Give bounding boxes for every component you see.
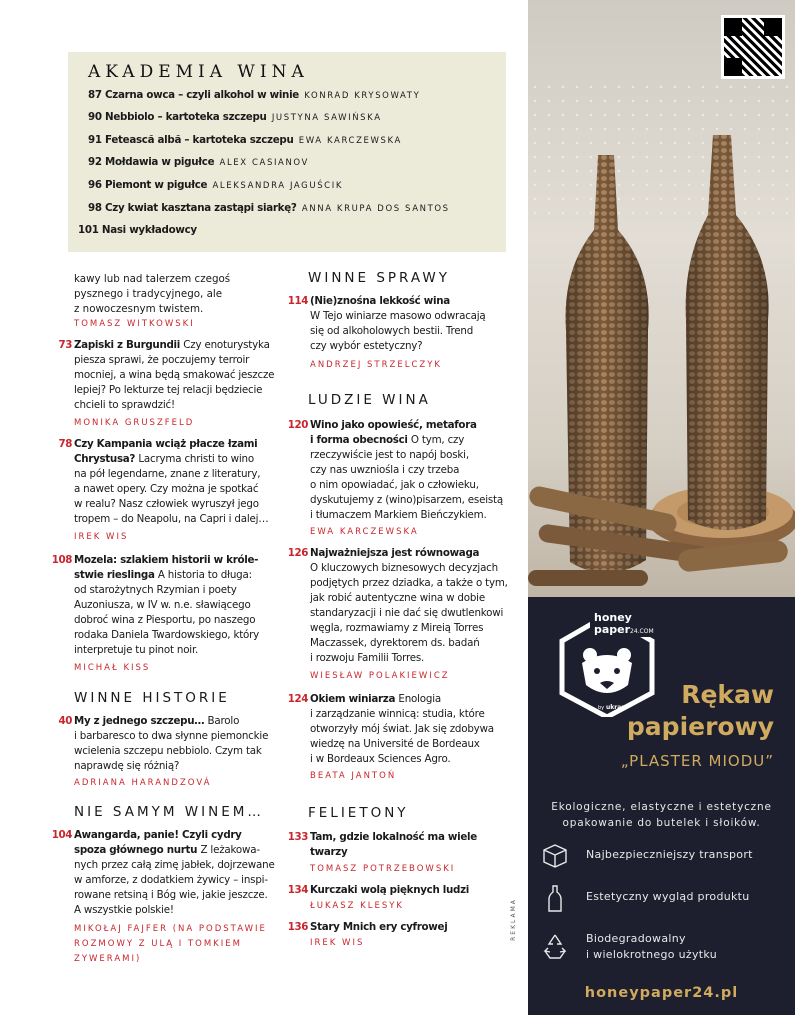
text-line: kawy lub nad talerzem czegoś bbox=[74, 273, 231, 285]
page-number: 92 bbox=[88, 156, 102, 168]
section-heading: NIE SAMYM WINEM… bbox=[74, 804, 264, 820]
text-line: ZYWERAMI) bbox=[74, 954, 142, 964]
article-title: Piemont w pigułce bbox=[105, 179, 208, 191]
text-line: Estetyczny wygląd produktu bbox=[586, 890, 750, 903]
text-line: od starożytnych Rzymian i poety bbox=[74, 584, 237, 596]
text-line: i rozwoju Familii Torres. bbox=[310, 652, 425, 664]
headline-papierowy: papierowy bbox=[626, 712, 774, 741]
feature-aesthetic bbox=[586, 889, 750, 905]
text-line: jak robić autentyczne wina w dobie bbox=[310, 592, 485, 604]
text-line: MIKOŁAJ FAJFER (NA PODSTAWIE bbox=[74, 924, 267, 934]
article-author: MICHAŁ KISS bbox=[74, 663, 151, 673]
text-line: A wszystkie polskie! bbox=[74, 904, 174, 916]
ad-description bbox=[528, 799, 795, 831]
page-number: 91 bbox=[88, 134, 102, 146]
article-title: Najważniejsza jest równowaga bbox=[310, 547, 480, 559]
article-author: TOMASZ POTRZEBOWSKI bbox=[310, 864, 456, 874]
page-number: 134 bbox=[287, 884, 308, 896]
toc-item[interactable] bbox=[88, 156, 309, 168]
article-author: ŁUKASZ KLESYK bbox=[310, 901, 404, 911]
article-author: KONRAD KRYSOWATY bbox=[304, 91, 421, 101]
page-number: 136 bbox=[287, 921, 308, 933]
shipping-box-icon bbox=[540, 840, 570, 870]
text-line: podjętych przez dziadka, a także o tym, bbox=[310, 577, 508, 589]
article-author: ALEX CASIANOV bbox=[219, 158, 309, 168]
article-title: Czy kwiat kasztana zastąpi siarkę? bbox=[105, 202, 297, 214]
article-title: Fetească albă – kartoteka szczepu bbox=[105, 134, 294, 146]
article-title: Okiem winiarza bbox=[310, 693, 396, 705]
text-line: się od alkoholowych bestii. Trend bbox=[310, 325, 474, 337]
article-title: Czy Kampania wciąż płacze łzami bbox=[74, 438, 258, 450]
page-number: 78 bbox=[58, 438, 72, 450]
article-title: Tam, gdzie lokalność ma wiele bbox=[310, 831, 477, 843]
page-number: 108 bbox=[51, 554, 72, 566]
ad-website-link[interactable]: honeypaper24.pl bbox=[584, 985, 739, 1001]
text-line: Lacryma christi to wino bbox=[138, 453, 254, 465]
text-line: na pół legendarne, znane z literatury, bbox=[74, 468, 261, 480]
toc-item[interactable] bbox=[88, 89, 420, 101]
article-title: Stary Mnich ery cyfrowej bbox=[310, 921, 448, 933]
text-line: dyskutujemy z (wino)pisarzem, eseistą bbox=[310, 494, 503, 506]
text-line: czy wybór estetyczny? bbox=[310, 340, 423, 352]
text-line: i wielokrotnego użytku bbox=[586, 948, 717, 961]
product-photo bbox=[528, 0, 795, 597]
section-heading: WINNE HISTORIE bbox=[74, 690, 230, 706]
page-number: 114 bbox=[287, 295, 308, 307]
toc-item[interactable] bbox=[88, 134, 402, 146]
article-title: Chrystusa? bbox=[74, 453, 136, 465]
text-line: piesza sprawi, że poczujemy terroir bbox=[74, 354, 250, 366]
text-line: ROZMOWY Z ULĄ I TOMKIEM bbox=[74, 939, 242, 949]
akademia-wina-box bbox=[68, 52, 506, 252]
text-line: interpretuje tu pinot noir. bbox=[74, 644, 199, 656]
toc-item[interactable] bbox=[88, 111, 382, 123]
article-author: MONIKA GRUSZFELD bbox=[74, 418, 195, 428]
article-title: Awangarda, panie! Czyli cydry bbox=[74, 829, 242, 841]
page-number: 40 bbox=[58, 715, 72, 727]
text-line: Czy enoturystyka bbox=[183, 339, 270, 351]
article-title: Nasi wykładowcy bbox=[101, 224, 197, 236]
article-author: EWA KARCZEWSKA bbox=[298, 136, 402, 146]
section-heading: LUDZIE WINA bbox=[308, 392, 431, 408]
text-line: W Tejo winiarze masowo odwracają bbox=[310, 310, 486, 322]
page-number: 96 bbox=[88, 179, 102, 191]
text-line: dobroć wina z Piesportu, po naszego bbox=[74, 614, 256, 626]
headline-rekaw: Rękaw bbox=[681, 680, 774, 709]
article-author: ADRIANA HARANDZOVÁ bbox=[74, 778, 212, 788]
text-line: Najbezpieczniejszy transport bbox=[586, 848, 753, 861]
page-number: 98 bbox=[88, 202, 102, 214]
page-number: 90 bbox=[88, 111, 102, 123]
text-line: wcielenia szczepu nebbiolo. Czym tak bbox=[74, 745, 262, 757]
subheadline: „PLASTER MIODU” bbox=[620, 752, 774, 770]
toc-item[interactable] bbox=[88, 179, 343, 191]
qr-code[interactable] bbox=[721, 15, 785, 79]
by-label: by bbox=[598, 705, 605, 711]
text-line: i barbaresco to dwa słynne piemonckie bbox=[74, 730, 269, 742]
text-line: lepiej? Po lekturze tej relacji będziecie bbox=[74, 384, 263, 396]
text-line: tropem – do Neapolu, na Capri i dalej… bbox=[74, 513, 269, 525]
article-title: Nebbiolo – kartoteka szczepu bbox=[105, 111, 267, 123]
text-line: otworzyły mój świat. Jak się zdobywa bbox=[310, 723, 494, 735]
article-author: BEATA JANTOŃ bbox=[310, 771, 397, 781]
article-title: Czarna owca – czyli alkohol w winie bbox=[105, 89, 299, 101]
feature-transport bbox=[586, 847, 753, 863]
article-title: stwie rieslinga bbox=[74, 569, 155, 581]
text-line: wiedzę na Université de Bordeaux bbox=[310, 738, 480, 750]
bottle-icon bbox=[540, 883, 570, 913]
reklama-text: REKLAMA bbox=[509, 898, 517, 941]
text-line: O tym, czy bbox=[410, 434, 465, 446]
text-line: pysznego i tradycyjnego, ale bbox=[74, 288, 223, 300]
text-line: naprawdę się różnią? bbox=[74, 760, 180, 772]
text-line: o nim opowiadać, jak o człowieku, bbox=[310, 479, 479, 491]
article-author: WIESŁAW POLAKIEWICZ bbox=[310, 671, 450, 681]
brand-top: honey bbox=[594, 611, 632, 624]
article-title: Mozela: szlakiem historii w króle- bbox=[74, 554, 259, 566]
text-line: w amforze, z dodatkiem żywicy – inspi- bbox=[74, 874, 268, 886]
text-line: mocniej, a wina będą smakować jeszcze bbox=[74, 369, 275, 381]
article-title: i forma obecności bbox=[310, 434, 408, 446]
text-line: węgla, rozmawiamy z Mireią Torres bbox=[310, 622, 484, 634]
text-line: rowane retsiną i Bóg wie, jakie jeszcze. bbox=[74, 889, 268, 901]
text-line: Z leżakowa- bbox=[200, 844, 260, 856]
page-number: 87 bbox=[88, 89, 102, 101]
advertisement-label bbox=[509, 888, 526, 958]
text-line: Barolo bbox=[207, 715, 240, 727]
page-number: 104 bbox=[51, 829, 72, 841]
article-title: Kurczaki wolą pięknych ludzi bbox=[310, 884, 470, 896]
page-number: 120 bbox=[287, 419, 308, 431]
article-author: TOMASZ WITKOWSKI bbox=[74, 319, 195, 329]
intro-text bbox=[74, 272, 230, 317]
article-author: JUSTYNA SAWIŃSKA bbox=[271, 113, 382, 123]
article-title: (Nie)znośna lekkość wina bbox=[310, 295, 450, 307]
page-number: 101 bbox=[78, 224, 99, 236]
text-line: i zarządzanie winnicą: studia, które bbox=[310, 708, 485, 720]
page-number: 133 bbox=[287, 831, 308, 843]
text-line: rodaka Daniela Twardowskiego, który bbox=[74, 629, 260, 641]
text-line: chcieli to sprawdzić! bbox=[74, 399, 175, 411]
text-line: czy nas uwzniośla i czy trzeba bbox=[310, 464, 460, 476]
text-line: a nawet opery. Czy można je spotkać bbox=[74, 483, 259, 495]
feature-biodegradable bbox=[586, 931, 717, 963]
article-author: IREK WIS bbox=[74, 532, 129, 542]
section-heading: WINNE SPRAWY bbox=[308, 270, 450, 286]
text-line: w realu? Nasz człowiek wyruszył jego bbox=[74, 498, 259, 510]
text-line: rzeczywiście jest to napój boski, bbox=[310, 449, 469, 461]
article-title: My z jednego szczepu… bbox=[74, 715, 205, 727]
article-title: Wino jako opowieść, metafora bbox=[310, 419, 477, 431]
article-author: ANNA KRUPA DOS SANTOS bbox=[301, 204, 450, 214]
article-author: EWA KARCZEWSKA bbox=[310, 527, 419, 537]
brand-bottom: paper bbox=[594, 623, 631, 636]
akademia-heading: AKADEMIA WINA bbox=[88, 62, 309, 82]
page-number: 124 bbox=[287, 693, 308, 705]
text-line: i w Bordeaux Sciences Agro. bbox=[310, 753, 451, 765]
toc-item[interactable] bbox=[78, 224, 197, 236]
article-title: Zapiski z Burgundii bbox=[74, 339, 181, 351]
brand-suffix: 24.COM bbox=[630, 628, 654, 635]
article-title: spoza głównego nurtu bbox=[74, 844, 198, 856]
article-author: IREK WIS bbox=[310, 938, 365, 948]
text-line: standaryzacji i nie dać się dwutlenkowi bbox=[310, 607, 504, 619]
text-line: Biodegradowalny bbox=[586, 932, 686, 945]
honeypaper-advertisement[interactable] bbox=[528, 0, 795, 1015]
recycle-icon bbox=[540, 931, 570, 961]
text-line: z nowoczesnym twistem. bbox=[74, 303, 204, 315]
page-number: 126 bbox=[287, 547, 308, 559]
text-line: opakowanie do butelek i słoików. bbox=[562, 817, 761, 829]
article-author: ANDRZEJ STRZELCZYK bbox=[310, 360, 442, 370]
page-number: 73 bbox=[58, 339, 72, 351]
text-line: nych przez całą zimę jabłek, dojrzewane bbox=[74, 859, 275, 871]
text-line: A historia to długa: bbox=[157, 569, 252, 581]
text-line: i tłumaczem Markiem Bieńczykiem. bbox=[310, 509, 487, 521]
article-title: twarzy bbox=[310, 846, 348, 858]
section-heading: FELIETONY bbox=[308, 805, 409, 821]
toc-item[interactable] bbox=[88, 202, 450, 214]
wrapped-bottles-illustration bbox=[528, 0, 795, 597]
text-line: Ekologiczne, elastyczne i estetyczne bbox=[551, 801, 772, 813]
text-line: Maczassek, dyrektorem ds. badań bbox=[310, 637, 480, 649]
qr-pattern bbox=[724, 18, 782, 76]
text-line: O kluczowych biznesowych decyzjach bbox=[310, 562, 498, 574]
text-line: Enologia bbox=[398, 693, 441, 705]
article-author: ALEKSANDRA JAGUŚCIK bbox=[212, 181, 344, 191]
ukram-brand: ukram bbox=[606, 704, 628, 711]
text-line: Auzoniusza, w IV w. n.e. sławiącego bbox=[74, 599, 251, 611]
article-title: Mołdawia w pigułce bbox=[105, 156, 215, 168]
article-author bbox=[74, 922, 267, 967]
